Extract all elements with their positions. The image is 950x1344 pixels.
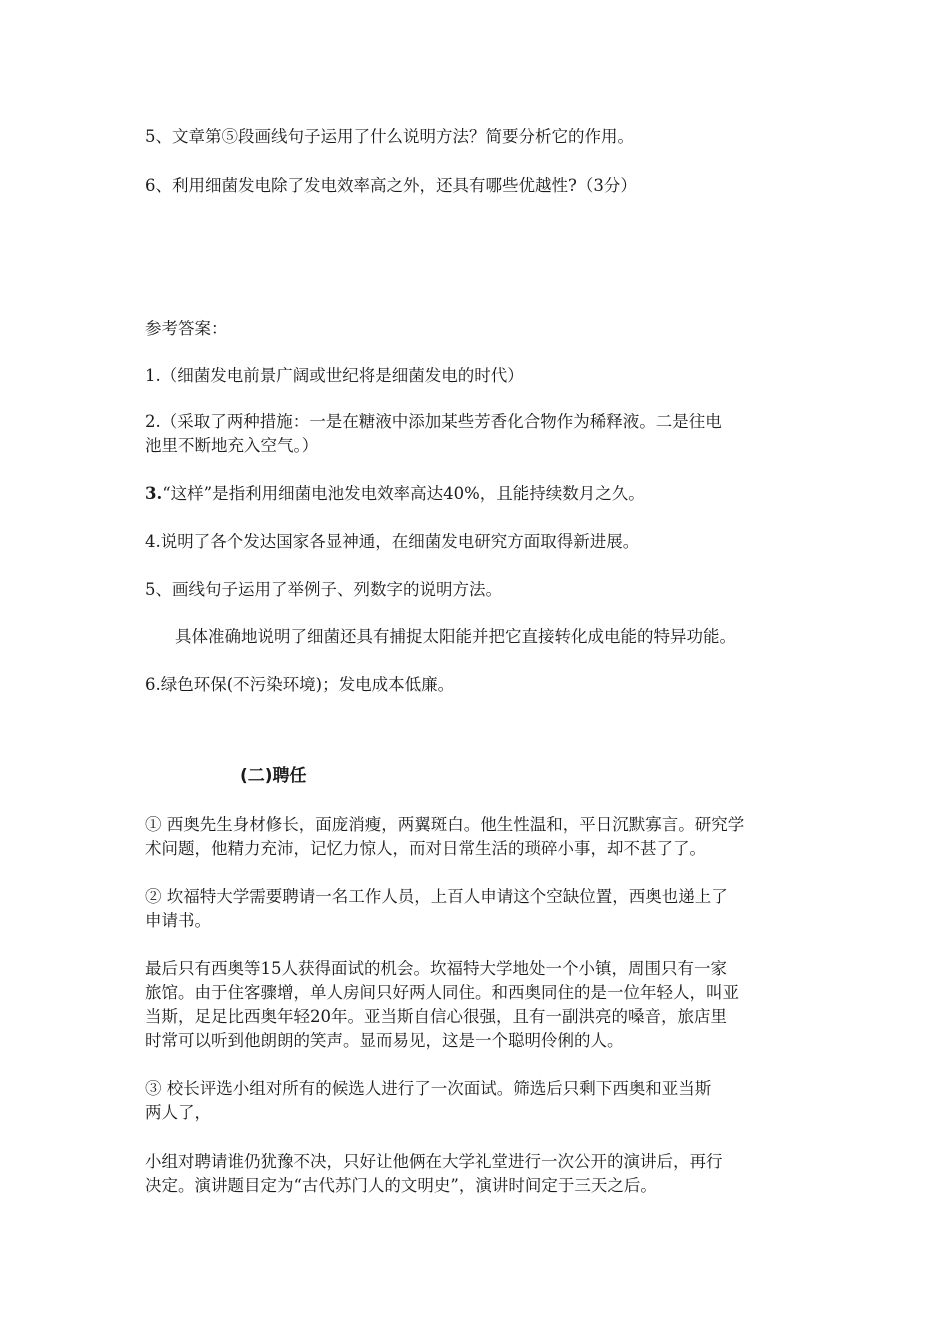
- answers-title: 参考答案：: [145, 319, 228, 338]
- story-heading: (二)聘任: [240, 766, 307, 786]
- answer-3-number: 3.: [145, 484, 163, 503]
- paragraph-2-line-2: 申请书。: [145, 911, 211, 930]
- question-6: 6、利用细菌发电除了发电效率高之外，还具有哪些优越性?（3分）: [145, 176, 637, 195]
- answer-2-line-2: 池里不断地充入空气。）: [145, 436, 319, 455]
- question-5: 5、文章第⑤段画线句子运用了什么说明方法？简要分析它的作用。: [145, 127, 634, 146]
- paragraph-1-line-2: 术问题，他精力充沛，记忆力惊人，而对日常生活的琐碎小事，却不甚了了。: [145, 839, 706, 858]
- paragraph-3-line-2: 旅馆。由于住客骤增，单人房间只好两人同住。和西奥同住的是一位年轻人，叫亚: [145, 983, 739, 1002]
- paragraph-2-line-1: ② 坎福特大学需要聘请一名工作人员，上百人申请这个空缺位置，西奥也递上了: [145, 887, 728, 906]
- answer-5-detail: 具体准确地说明了细菌还具有捕捉太阳能并把它直接转化成电能的特异功能。: [175, 627, 736, 646]
- answer-1: 1.（细菌发电前景广阔或世纪将是细菌发电的时代）: [145, 366, 524, 385]
- answer-6: 6.绿色环保(不污染环境)；发电成本低廉。: [145, 675, 455, 694]
- paragraph-4-line-2: 两人了，: [145, 1103, 211, 1122]
- paragraph-3-line-1: 最后只有西奥等15人获得面试的机会。坎福特大学地处一个小镇，周围只有一家: [145, 959, 727, 978]
- paragraph-4-line-1: ③ 校长评选小组对所有的候选人进行了一次面试。筛选后只剩下西奥和亚当斯: [145, 1079, 712, 1098]
- paragraph-5-line-1: 小组对聘请谁仍犹豫不决，只好让他俩在大学礼堂进行一次公开的演讲后，再行: [145, 1152, 723, 1171]
- answer-3-text: “这样”是指利用细菌电池发电效率高达40%，且能持续数月之久。: [162, 484, 645, 503]
- paragraph-3-line-4: 时常可以听到他朗朗的笑声。显而易见，这是一个聪明伶俐的人。: [145, 1031, 624, 1050]
- paragraph-1-line-1: ① 西奥先生身材修长，面庞消瘦，两翼斑白。他生性温和，平日沉默寡言。研究学: [145, 815, 745, 834]
- paragraph-3-line-3: 当斯，足足比西奥年轻20年。亚当斯自信心很强，且有一副洪亮的嗓音，旅店里: [145, 1007, 727, 1026]
- answer-2-line-1: 2.（采取了两种措施：一是在糖液中添加某些芳香化合物作为稀释液。二是往电: [145, 412, 722, 431]
- answer-5: 5、画线句子运用了举例子、列数字的说明方法。: [145, 580, 502, 599]
- answer-3: [145, 482, 825, 506]
- answer-4: 4.说明了各个发达国家各显神通，在细菌发电研究方面取得新进展。: [145, 532, 640, 551]
- paragraph-5-line-2: 决定。演讲题目定为“古代苏门人的文明史”，演讲时间定于三天之后。: [145, 1176, 657, 1195]
